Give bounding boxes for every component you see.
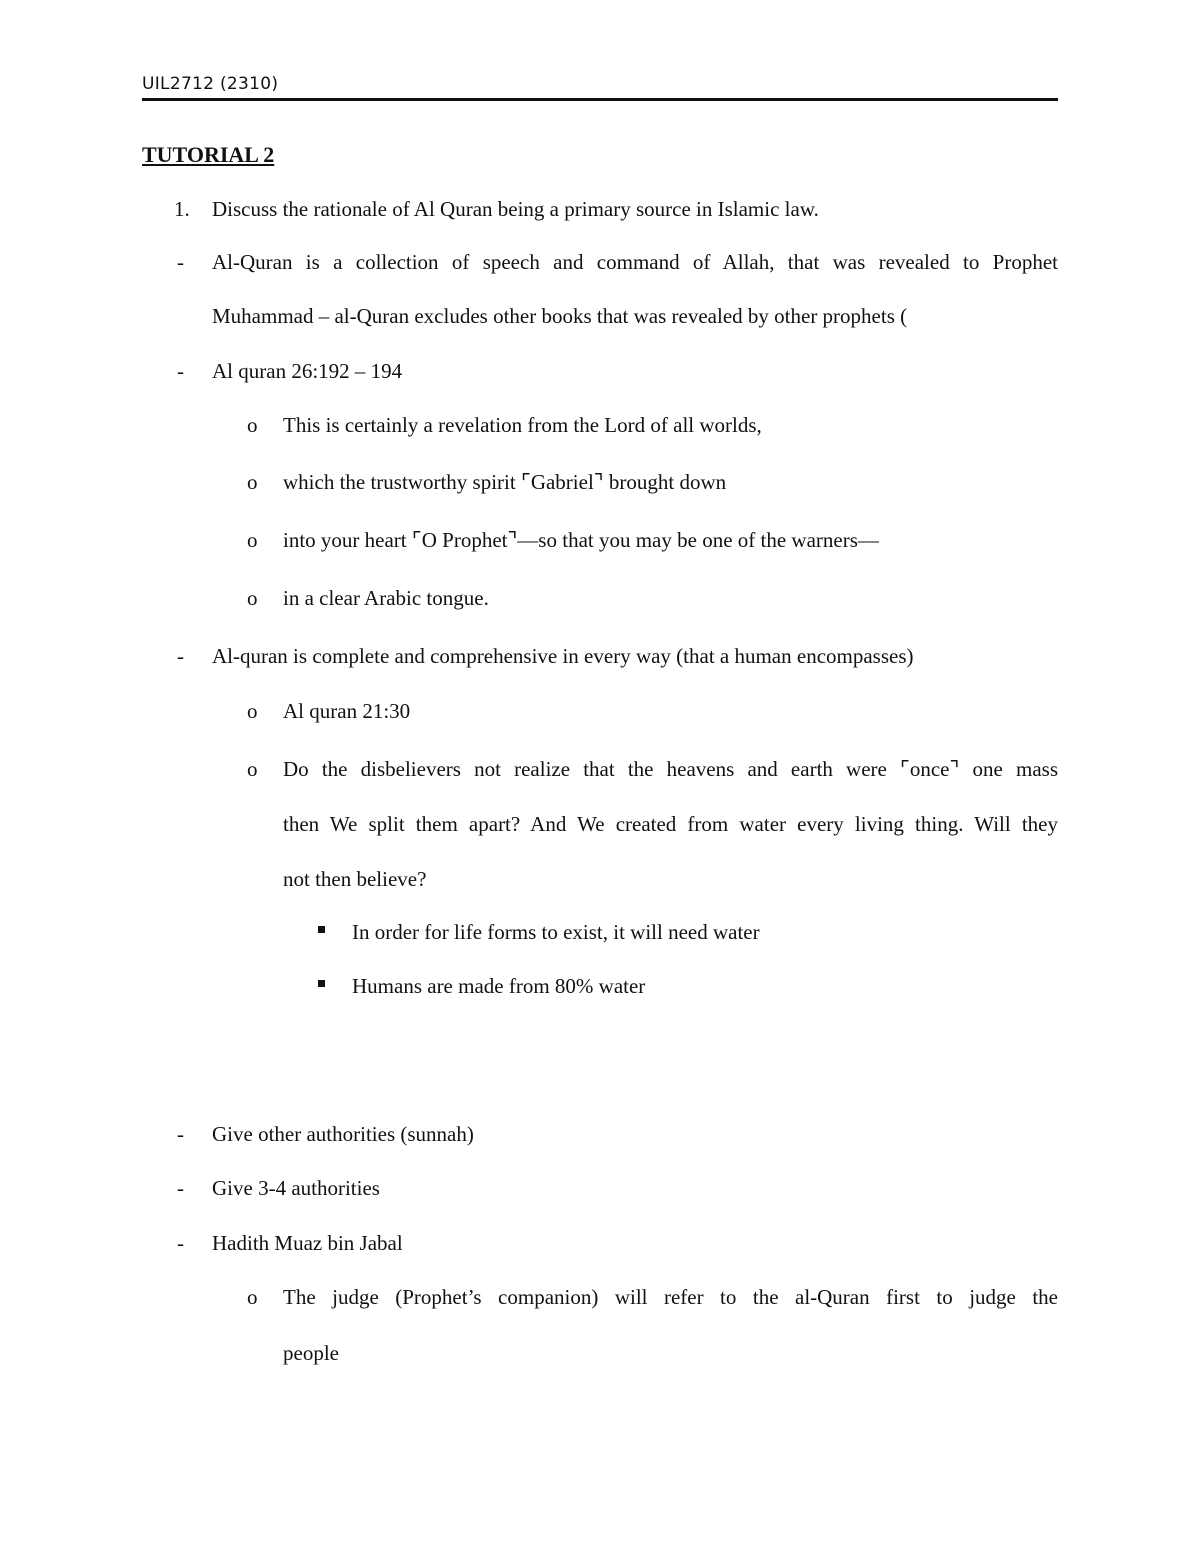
circle-bullet: o: [247, 699, 258, 723]
dash-marker: -: [177, 250, 184, 274]
dash-marker: -: [177, 644, 184, 668]
item2-sub1: This is certainly a revelation from the Lord of all worlds,: [283, 413, 762, 437]
item5-text: Give 3-4 authorities: [212, 1176, 380, 1200]
circle-bullet: o: [247, 586, 258, 610]
item3-sub2-line3: not then believe?: [283, 867, 427, 891]
circle-bullet: o: [247, 1285, 258, 1309]
circle-bullet: o: [247, 757, 258, 781]
item3-sub1: Al quran 21:30: [283, 699, 411, 723]
item6-text: Hadith Muaz bin Jabal: [212, 1231, 403, 1255]
square-bullet-icon: [318, 980, 325, 987]
item3-bullet2: Humans are made from 80% water: [352, 974, 646, 998]
item6-sub1-line2: people: [283, 1341, 339, 1365]
dash-marker: -: [177, 1122, 184, 1146]
square-bullet-icon: [318, 926, 325, 933]
item2-sub2: which the trustworthy spirit ⌜Gabriel⌝ brought down: [283, 470, 727, 494]
item4-text: Give other authorities (sunnah): [212, 1122, 474, 1146]
item1-line1: Al-Quran is a collection of speech and command of Allah, that was revealed to Prophet: [212, 250, 1058, 274]
circle-bullet: o: [247, 413, 258, 437]
course-code: UIL2712 (2310): [142, 74, 279, 94]
circle-bullet: o: [247, 470, 258, 494]
dash-marker: -: [177, 1176, 184, 1200]
dash-marker: -: [177, 359, 184, 383]
item3-sub2-line2: then We split them apart? And We created from water every living thing. Will they: [283, 812, 1058, 836]
item2-text: Al quran 26:192 – 194: [212, 359, 403, 383]
item2-sub3: into your heart ⌜O Prophet⌝—so that you may be one of the warners—: [283, 528, 879, 552]
header-divider: [142, 98, 1058, 101]
item6-sub1-line1: The judge (Prophet’s companion) will refer to the al-Quran first to judge the: [283, 1285, 1058, 1309]
question-number: 1.: [174, 197, 190, 221]
item3-bullet1: In order for life forms to exist, it will need water: [352, 920, 760, 944]
item3-sub2-line1: Do the disbelievers not realize that the heavens and earth were ⌜once⌝ one mass: [283, 757, 1058, 781]
circle-bullet: o: [247, 528, 258, 552]
page-title: TUTORIAL 2: [142, 142, 275, 167]
item3-text: Al-quran is complete and comprehensive in every way (that a human encompasses): [212, 644, 914, 668]
dash-marker: -: [177, 1231, 184, 1255]
question-text: Discuss the rationale of Al Quran being a primary source in Islamic law.: [212, 197, 819, 221]
item1-line2: Muhammad – al-Quran excludes other books that was revealed by other prophets (: [212, 304, 908, 328]
item2-sub4: in a clear Arabic tongue.: [283, 586, 489, 610]
